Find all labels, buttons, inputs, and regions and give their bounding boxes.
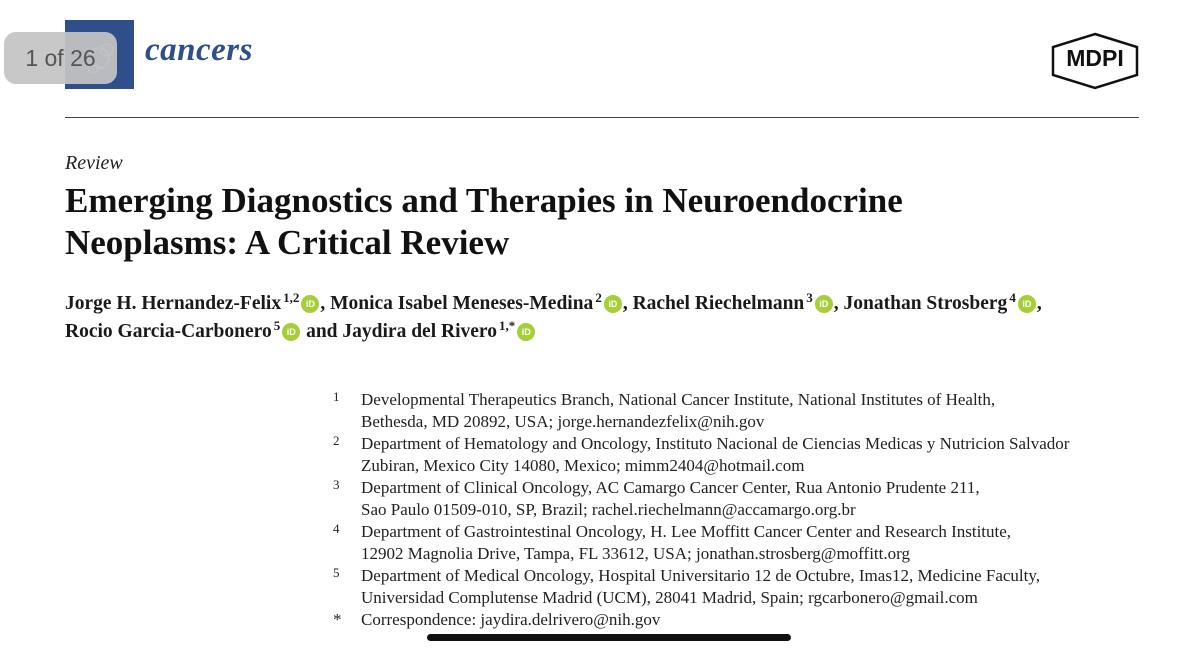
- title-line-1: Emerging Diagnostics and Therapies in Neuroendocrine: [65, 181, 903, 220]
- journal-name: cancers: [145, 32, 253, 68]
- article-type: Review: [65, 152, 123, 174]
- page-indicator: 1 of 26: [4, 32, 117, 84]
- affiliation-text: Universidad Complutense Madrid (UCM), 28041 Madrid, Spain; rgcarbonero@gmail.com: [361, 588, 978, 607]
- title-line-2: Neoplasms: A Critical Review: [65, 223, 510, 262]
- orcid-icon[interactable]: iD: [604, 295, 622, 313]
- affiliation-marker: 5: [333, 565, 340, 580]
- affiliation-text: Department of Gastrointestinal Oncology, H. Lee Moffitt Cancer Center and Research Institute,: [361, 522, 1012, 541]
- article-title: [65, 180, 1145, 264]
- affiliation-text: Developmental Therapeutics Branch, National Cancer Institute, National Institutes of Health,: [361, 390, 996, 409]
- orcid-icon[interactable]: iD: [282, 323, 300, 341]
- author-affiliation-marker: 4: [1009, 290, 1016, 305]
- author-separator: ,: [622, 293, 633, 314]
- author-name[interactable]: Monica Isabel Meneses-Medina: [330, 293, 594, 314]
- affiliation-text: Sao Paulo 01509-010, SP, Brazil; rachel.riechelmann@accamargo.org.br: [361, 500, 856, 519]
- affiliation-marker: 1: [333, 389, 340, 404]
- author-name[interactable]: Jorge H. Hernandez-Felix: [65, 293, 282, 314]
- author-separator: ,: [1036, 293, 1042, 314]
- header-rule: [65, 117, 1139, 118]
- orcid-icon[interactable]: iD: [517, 323, 535, 341]
- affiliation-marker: 3: [333, 477, 340, 492]
- author-separator: ,: [833, 293, 844, 314]
- author-affiliation-marker: 3: [806, 290, 813, 305]
- affiliation-marker: 4: [333, 521, 340, 536]
- author-affiliation-marker: 5: [273, 318, 281, 333]
- affiliation-text: Bethesda, MD 20892, USA; jorge.hernandezfelix@nih.gov: [361, 412, 765, 431]
- affiliation-text: Zubiran, Mexico City 14080, Mexico; mimm2404@hotmail.com: [361, 456, 805, 475]
- publisher-logo: [1050, 32, 1140, 90]
- affiliation-marker: 2: [333, 433, 340, 448]
- affiliation-text: Department of Hematology and Oncology, Instituto Nacional de Ciencias Medicas y Nutricion Salvador: [361, 434, 1070, 453]
- orcid-icon[interactable]: iD: [815, 295, 833, 313]
- authors-line-1: [65, 290, 1165, 315]
- affiliation-text: 12902 Magnolia Drive, Tampa, FL 33612, USA; jonathan.strosberg@moffitt.org: [361, 544, 910, 563]
- author-affiliation-marker: 1,*: [498, 318, 516, 333]
- author-affiliation-marker: 2: [595, 290, 602, 305]
- correspondence-marker: *: [333, 610, 342, 629]
- author-name[interactable]: Rocio Garcia-Carbonero: [65, 321, 272, 342]
- home-indicator[interactable]: [427, 634, 791, 641]
- authors-line-2: [65, 318, 1165, 343]
- author-name[interactable]: Jonathan Strosberg: [843, 293, 1008, 314]
- affiliation-text: Department of Medical Oncology, Hospital Universitario 12 de Octubre, Imas12, Medicine Faculty,: [361, 566, 1041, 585]
- author-separator: and: [301, 321, 343, 342]
- author-name[interactable]: Rachel Riechelmann: [632, 293, 805, 314]
- author-name[interactable]: Jaydira del Rivero: [342, 321, 497, 342]
- author-affiliation-marker: 1,2: [283, 290, 300, 305]
- orcid-icon[interactable]: iD: [1018, 295, 1036, 313]
- orcid-icon[interactable]: iD: [301, 295, 319, 313]
- publisher-name: MDPI: [1066, 45, 1124, 71]
- correspondence-text: Correspondence: jaydira.delrivero@nih.gov: [361, 610, 661, 629]
- author-separator: ,: [320, 293, 331, 314]
- affiliation-text: Department of Clinical Oncology, AC Camargo Cancer Center, Rua Antonio Prudente 211,: [361, 478, 980, 497]
